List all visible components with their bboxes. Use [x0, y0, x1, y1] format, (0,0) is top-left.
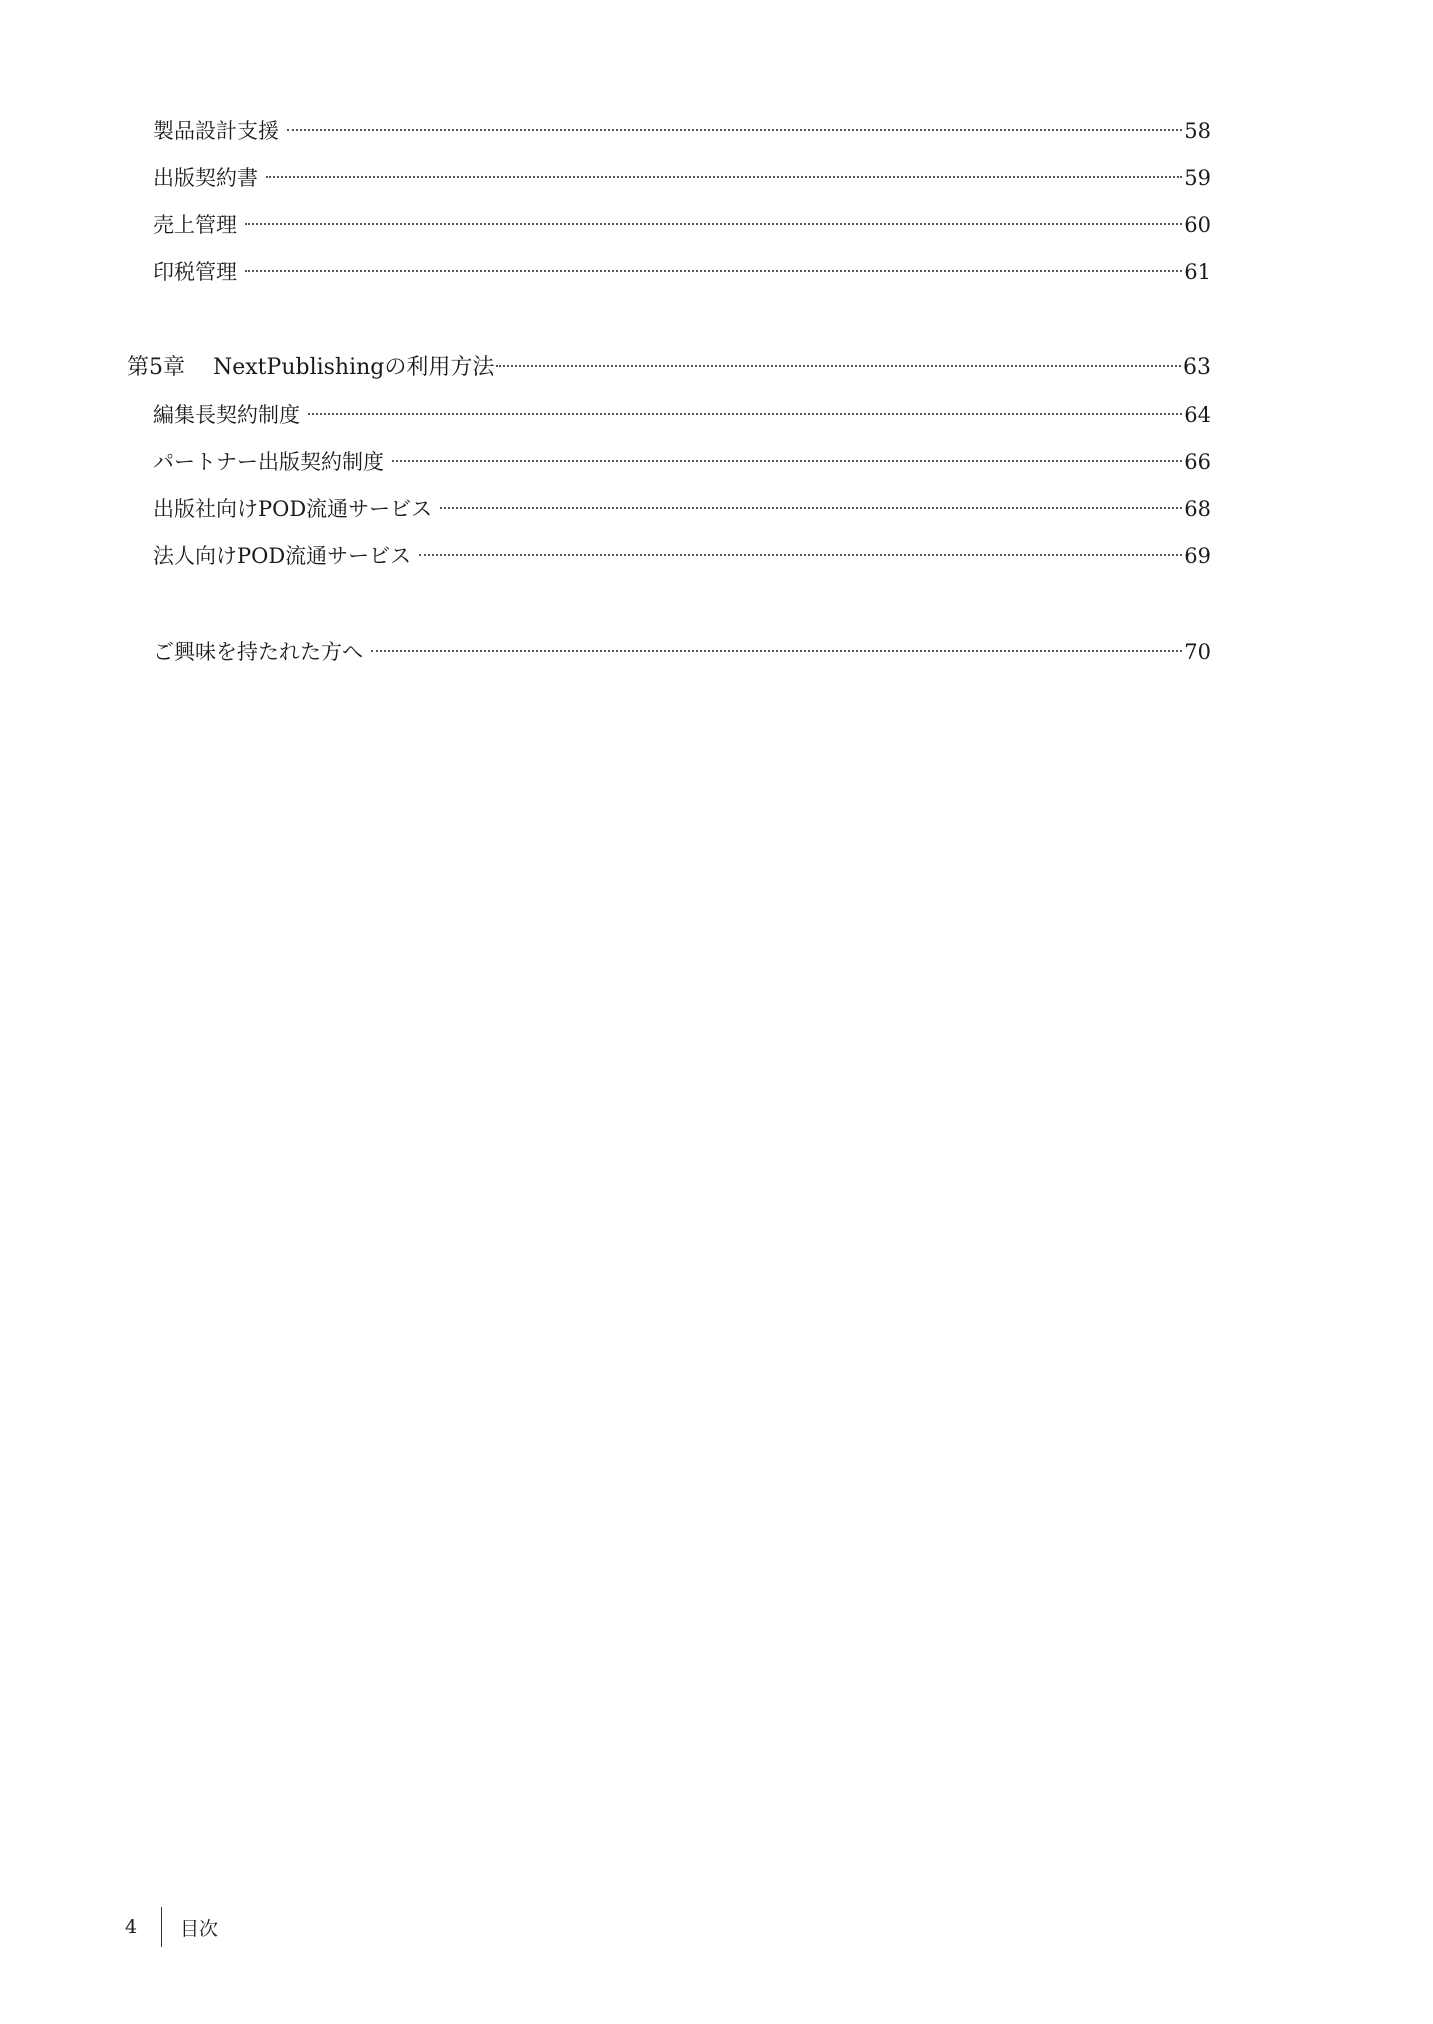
- page-number: 4: [125, 1916, 138, 1938]
- chapter-title: NextPublishingの利用方法: [213, 355, 495, 380]
- toc-entry[interactable]: [153, 257, 1211, 287]
- toc-entry-label: 印税管理: [153, 260, 237, 284]
- toc-entry-label: 法人向けPOD流通サービス: [153, 544, 412, 568]
- toc-entry-page: 66: [1184, 450, 1211, 474]
- toc-chapter-heading[interactable]: [127, 353, 1211, 383]
- toc-entry-page: 69: [1184, 544, 1211, 568]
- toc-entry-label: ご興味を持たれた方へ: [153, 640, 363, 664]
- dot-leader: [371, 650, 1182, 652]
- dot-leader: [308, 413, 1182, 415]
- toc-entry-label: 製品設計支援: [153, 119, 279, 143]
- toc-entry-page: 59: [1184, 166, 1211, 190]
- chapter-number: 第5章: [127, 355, 185, 380]
- toc-entry-page: 60: [1184, 213, 1211, 237]
- toc-entry-page: 70: [1184, 640, 1211, 664]
- toc-entry[interactable]: [153, 210, 1211, 240]
- toc-entry-label: 出版社向けPOD流通サービス: [153, 497, 433, 521]
- toc-entry-page: 64: [1184, 403, 1211, 427]
- toc-entry-page: 58: [1184, 119, 1211, 143]
- footer-divider: [161, 1907, 162, 1947]
- toc-entry[interactable]: [153, 637, 1211, 667]
- dot-leader: [287, 129, 1182, 131]
- chapter-page: 63: [1183, 355, 1211, 380]
- dot-leader: [392, 460, 1182, 462]
- page-footer: [125, 1907, 218, 1947]
- toc-entry-label: 出版契約書: [153, 166, 258, 190]
- dot-leader: [440, 507, 1182, 509]
- toc-entry-page: 68: [1184, 497, 1211, 521]
- toc-entry-label: 売上管理: [153, 213, 237, 237]
- toc-entry[interactable]: [153, 541, 1211, 571]
- toc-entry[interactable]: [153, 116, 1211, 146]
- running-section-title: 目次: [180, 1917, 219, 1940]
- toc-entry-label: パートナー出版契約制度: [153, 450, 384, 474]
- toc-entry[interactable]: [153, 400, 1211, 430]
- dot-leader: [245, 270, 1182, 272]
- toc-entry[interactable]: [153, 447, 1211, 477]
- toc-entry-label: 編集長契約制度: [153, 403, 300, 427]
- toc-entry[interactable]: [153, 163, 1211, 193]
- toc-entry-page: 61: [1184, 260, 1211, 284]
- dot-leader: [496, 365, 1181, 367]
- toc-entry[interactable]: [153, 494, 1211, 524]
- dot-leader: [245, 223, 1182, 225]
- dot-leader: [266, 176, 1182, 178]
- dot-leader: [419, 554, 1182, 556]
